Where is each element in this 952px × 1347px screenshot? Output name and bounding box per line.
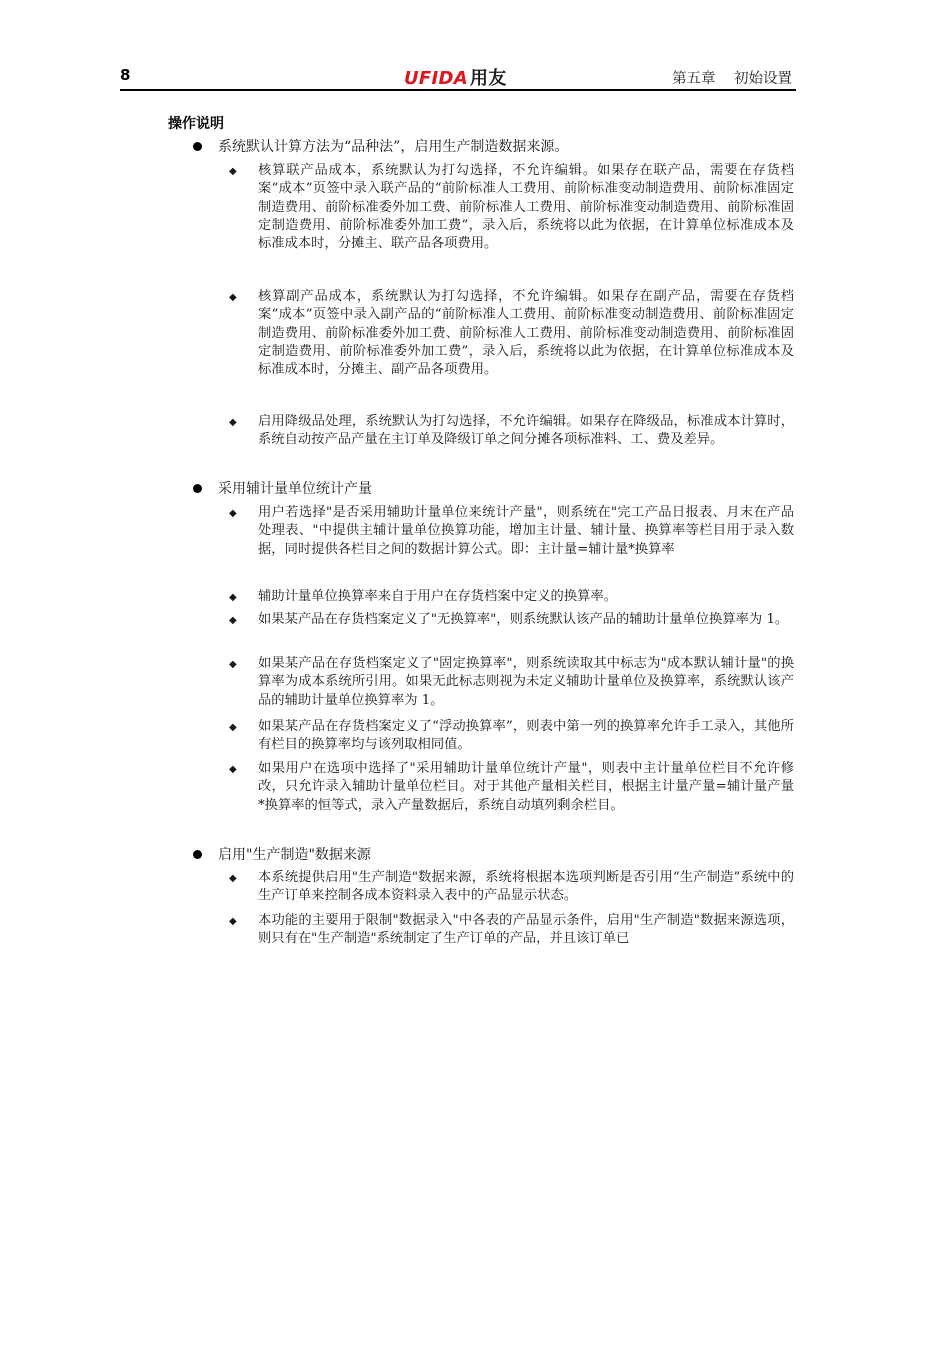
bullet-item: 启用"生产制造"数据来源 [218, 846, 371, 864]
sub-bullet-item: ◆ 用户若选择"是否采用辅助计量单位来统计产量"，则系统在"完工产品日报表、月末在产品处理表、"中提供主辅计量单位换算功能，增加主计量、辅计量、换算率等栏目用于录入数据，同时提供各栏目之间的数据计算公式。即：主计量=辅计量*换算率 [229, 505, 794, 557]
diamond-icon: ◆ [229, 417, 237, 428]
sub-bullet-item: ◆ 如果某产品在存货档案定义了"无换算率"，则系统默认该产品的辅助计量单位换算率为 1。 [258, 611, 794, 629]
sub-bullet-item: ◆ 如果某产品在存货档案定义了“浮动换算率”，则表中第一列的换算率允许手工录入，其他所有栏目的换算率均与该列取相同值。 [229, 719, 794, 753]
sub-bullet-item: ◆ 核算副产品成本，系统默认为打勾选择，不允许编辑。如果存在副产品，需要在存货档案“成本”页签中录入副产品的“前阶标准人工费用、前阶标准变动制造费用、前阶标准固定制造费用、前阶标准委外加工费、前阶标准人工费用、前阶标准变动制造费用、前阶标准固定制造费用、前阶标准委外加工费”，录入后，系统将以此为依据，在计算单位标准成本及标准成本时，分摊主、副产品各项费用。 [229, 289, 794, 378]
sub-bullet-item: ◆ 本功能的主要用于限制"数据录入"中各表的产品显示条件，启用"生产制造"数据来源选项，则只有在"生产制造"系统制定了生产订单的产品，并且该订单已 [229, 913, 794, 947]
sub-bullet-item: ◆ 如果某产品在存货档案定义了"固定换算率"，则系统读取其中标志为"成本默认辅计量"的换算率为成本系统所引用。如果无此标志则视为未定义辅助计量单位及换算率，系统默认该产品的辅助计量单位换算率为 1。 [229, 656, 794, 708]
diamond-icon: ◆ [229, 764, 237, 775]
header-rule [120, 89, 796, 91]
section-title: 操作说明 [168, 116, 224, 132]
diamond-icon: ◆ [229, 615, 237, 626]
diamond-icon: ◆ [229, 592, 237, 603]
diamond-icon: ◆ [229, 873, 237, 884]
diamond-icon: ◆ [229, 508, 237, 519]
bullet-item: 系统默认计算方法为“品种法”，启用生产制造数据来源。 [218, 138, 568, 156]
diamond-icon: ◆ [229, 292, 237, 303]
page-header [120, 64, 796, 90]
chapter-title: 第五章 初始设置 [672, 71, 792, 87]
sub-bullet-item: ◆ 本系统提供启用"生产制造"数据来源，系统将根据本选项判断是否引用“生产制造”系统中的生产订单来控制各成本资料录入表中的产品显示状态。 [229, 870, 794, 904]
sub-bullet-item: ◆ 核算联产品成本，系统默认为打勾选择，不允许编辑。如果存在联产品，需要在存货档案“成本”页签中录入联产品的“前阶标准人工费用、前阶标准变动制造费用、前阶标准固定制造费用、前阶标准委外加工费、前阶标准人工费用、前阶标准变动制造费用、前阶标准固定制造费用、前阶标准委外加工费”，录入后，系统将以此为依据，在计算单位标准成本及标准成本时，分摊主、联产品各项费用。 [229, 163, 794, 252]
bullet-item: 采用辅计量单位统计产量 [218, 480, 372, 498]
diamond-icon: ◆ [229, 722, 237, 733]
diamond-icon: ◆ [229, 659, 237, 670]
page-number: 8 [120, 66, 131, 84]
bullet-icon [193, 850, 202, 859]
bullet-icon [193, 484, 202, 493]
sub-bullet-item: ◆ 辅助计量单位换算率来自于用户在存货档案中定义的换算率。 [258, 588, 794, 606]
ufida-logo: UFIDA 用友 [404, 68, 507, 89]
sub-bullet-item: ◆ 如果用户在选项中选择了"采用辅助计量单位统计产量"，则表中主计量单位栏目不允许修改，只允许录入辅助计量单位栏目。对于其他产量相关栏目，根据主计量产量=辅计量产量*换算率的恒等式，录入产量数据后，系统自动填列剩余栏目。 [229, 761, 794, 813]
bullet-icon [193, 142, 202, 151]
diamond-icon: ◆ [229, 166, 237, 177]
diamond-icon: ◆ [229, 916, 237, 927]
sub-bullet-item: ◆ 启用降级品处理，系统默认为打勾选择，不允许编辑。如果存在降级品，标准成本计算时，系统自动按产品产量在主订单及降级订单之间分摊各项标准料、工、费及差异。 [229, 414, 794, 448]
